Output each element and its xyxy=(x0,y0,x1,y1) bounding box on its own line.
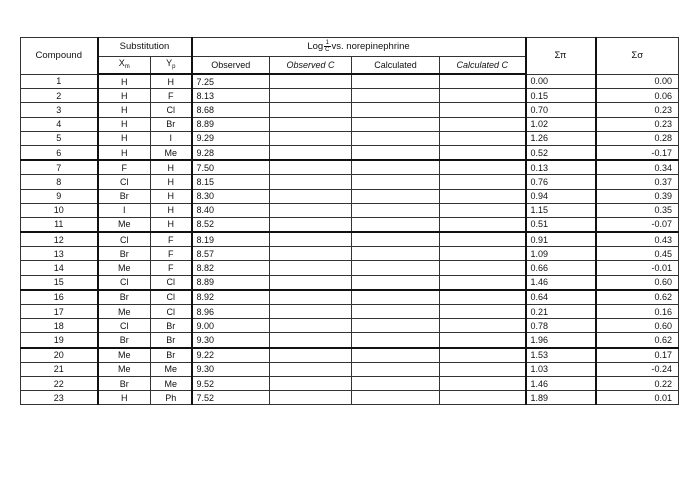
log-norepinephrine-header xyxy=(192,38,526,57)
observed-c-cell xyxy=(270,376,352,390)
calculated-cell xyxy=(352,131,440,145)
sum-pi-cell: 0.76 xyxy=(526,175,596,189)
sum-pi-cell: 0.70 xyxy=(526,103,596,117)
xm-cell: Me xyxy=(98,217,151,232)
yp-cell: Cl xyxy=(151,290,192,305)
sum-pi-cell: 0.66 xyxy=(526,261,596,275)
yp-cell: Cl xyxy=(151,305,192,319)
sum-sigma-cell: 0.23 xyxy=(596,117,679,131)
observed-cell: 9.28 xyxy=(192,145,270,160)
xm-cell: Br xyxy=(98,376,151,390)
calculated-cell xyxy=(352,305,440,319)
calculated-cell xyxy=(352,217,440,232)
observed-cell: 7.52 xyxy=(192,391,270,405)
calculated-cell xyxy=(352,189,440,203)
observed-c-cell xyxy=(270,348,352,363)
sum-sigma-cell: 0.01 xyxy=(596,391,679,405)
table-row xyxy=(21,145,679,160)
calculated-cell xyxy=(352,391,440,405)
yp-cell: Br xyxy=(151,117,192,131)
compound-cell: 4 xyxy=(21,117,98,131)
sum-sigma-cell: 0.16 xyxy=(596,305,679,319)
xm-cell: H xyxy=(98,131,151,145)
compound-cell: 7 xyxy=(21,160,98,175)
yp-cell: F xyxy=(151,261,192,275)
yp-cell: Ph xyxy=(151,391,192,405)
sum-sigma-cell: 0.62 xyxy=(596,333,679,348)
table-row xyxy=(21,232,679,247)
sum-sigma-cell: -0.17 xyxy=(596,145,679,160)
yp-cell: Br xyxy=(151,348,192,363)
observed-c-cell xyxy=(270,103,352,117)
xm-cell: H xyxy=(98,145,151,160)
xm-cell: H xyxy=(98,74,151,89)
observed-c-cell xyxy=(270,305,352,319)
calculated-c-cell xyxy=(440,203,526,217)
table-row xyxy=(21,333,679,348)
data-table xyxy=(20,37,679,405)
observed-cell: 8.89 xyxy=(192,275,270,290)
xm-cell: H xyxy=(98,103,151,117)
yp-cell: Cl xyxy=(151,103,192,117)
observed-cell: 9.22 xyxy=(192,348,270,363)
sum-sigma-cell: -0.24 xyxy=(596,362,679,376)
xm-cell: Me xyxy=(98,261,151,275)
calculated-cell xyxy=(352,145,440,160)
observed-c-cell xyxy=(270,391,352,405)
sum-pi-cell: 0.00 xyxy=(526,74,596,89)
yp-cell: H xyxy=(151,189,192,203)
observed-c-cell xyxy=(270,261,352,275)
sum-pi-cell: 1.03 xyxy=(526,362,596,376)
observed-c-cell xyxy=(270,247,352,261)
observed-cell: 8.92 xyxy=(192,290,270,305)
observed-c-cell xyxy=(270,217,352,232)
table-row xyxy=(21,275,679,290)
observed-c-cell xyxy=(270,145,352,160)
calculated-c-header: Calculated C xyxy=(440,57,526,75)
table-row xyxy=(21,247,679,261)
observed-c-cell xyxy=(270,131,352,145)
yp-header-sub: p xyxy=(172,64,176,70)
table-row xyxy=(21,203,679,217)
calculated-cell xyxy=(352,348,440,363)
compound-cell: 1 xyxy=(21,74,98,89)
calculated-cell xyxy=(352,261,440,275)
xm-cell: Cl xyxy=(98,175,151,189)
sum-pi-header: Σπ xyxy=(526,38,596,75)
xm-cell: H xyxy=(98,89,151,103)
observed-cell: 8.82 xyxy=(192,261,270,275)
calculated-cell xyxy=(352,333,440,348)
sum-pi-cell: 1.02 xyxy=(526,117,596,131)
calculated-c-cell xyxy=(440,89,526,103)
calculated-cell xyxy=(352,362,440,376)
table-row xyxy=(21,160,679,175)
observed-c-cell xyxy=(270,117,352,131)
observed-cell: 9.00 xyxy=(192,319,270,333)
compound-cell: 16 xyxy=(21,290,98,305)
table-row xyxy=(21,89,679,103)
sum-sigma-cell: 0.45 xyxy=(596,247,679,261)
compound-cell: 2 xyxy=(21,89,98,103)
sum-pi-cell: 0.15 xyxy=(526,89,596,103)
compound-cell: 19 xyxy=(21,333,98,348)
calculated-c-cell xyxy=(440,376,526,390)
calculated-c-cell xyxy=(440,319,526,333)
calculated-c-cell xyxy=(440,305,526,319)
compound-cell: 14 xyxy=(21,261,98,275)
calculated-cell xyxy=(352,247,440,261)
yp-cell: Cl xyxy=(151,275,192,290)
observed-cell: 8.89 xyxy=(192,117,270,131)
observed-c-cell xyxy=(270,175,352,189)
compound-cell: 21 xyxy=(21,362,98,376)
sum-sigma-cell: 0.60 xyxy=(596,275,679,290)
observed-c-cell xyxy=(270,74,352,89)
observed-c-header: Observed C xyxy=(270,57,352,75)
observed-cell: 9.29 xyxy=(192,131,270,145)
yp-cell: Me xyxy=(151,145,192,160)
observed-cell: 8.40 xyxy=(192,203,270,217)
yp-cell: Me xyxy=(151,376,192,390)
calculated-cell xyxy=(352,117,440,131)
compound-cell: 6 xyxy=(21,145,98,160)
calculated-cell xyxy=(352,319,440,333)
observed-cell: 9.30 xyxy=(192,333,270,348)
sum-sigma-cell: 0.60 xyxy=(596,319,679,333)
table-row xyxy=(21,362,679,376)
table-row xyxy=(21,376,679,390)
calculated-cell xyxy=(352,160,440,175)
xm-cell: Me xyxy=(98,362,151,376)
sum-pi-cell: 0.94 xyxy=(526,189,596,203)
sum-pi-cell: 0.21 xyxy=(526,305,596,319)
observed-cell: 8.96 xyxy=(192,305,270,319)
calculated-cell xyxy=(352,203,440,217)
compound-cell: 11 xyxy=(21,217,98,232)
calculated-cell xyxy=(352,275,440,290)
sum-pi-cell: 0.91 xyxy=(526,232,596,247)
xm-cell: Br xyxy=(98,247,151,261)
sum-pi-cell: 1.09 xyxy=(526,247,596,261)
sum-sigma-cell: 0.43 xyxy=(596,232,679,247)
sum-sigma-cell: 0.23 xyxy=(596,103,679,117)
calculated-c-cell xyxy=(440,189,526,203)
yp-cell: H xyxy=(151,175,192,189)
yp-header-main: Y xyxy=(166,58,173,68)
calculated-c-cell xyxy=(440,145,526,160)
calculated-c-cell xyxy=(440,261,526,275)
calculated-c-cell xyxy=(440,232,526,247)
calculated-c-cell xyxy=(440,391,526,405)
observed-c-cell xyxy=(270,319,352,333)
calculated-c-cell xyxy=(440,247,526,261)
table-row xyxy=(21,319,679,333)
one-over-c-fraction xyxy=(324,40,330,53)
table-row xyxy=(21,117,679,131)
observed-c-cell xyxy=(270,362,352,376)
calculated-c-cell xyxy=(440,290,526,305)
compound-cell: 17 xyxy=(21,305,98,319)
sum-pi-cell: 1.53 xyxy=(526,348,596,363)
xm-cell: H xyxy=(98,117,151,131)
observed-cell: 7.50 xyxy=(192,160,270,175)
observed-cell: 8.15 xyxy=(192,175,270,189)
sum-pi-cell: 1.26 xyxy=(526,131,596,145)
sum-sigma-cell: 0.06 xyxy=(596,89,679,103)
calculated-cell xyxy=(352,376,440,390)
calculated-c-cell xyxy=(440,160,526,175)
sum-sigma-cell: 0.62 xyxy=(596,290,679,305)
observed-cell: 8.13 xyxy=(192,89,270,103)
table-row xyxy=(21,290,679,305)
observed-cell: 8.52 xyxy=(192,217,270,232)
xm-cell: Me xyxy=(98,305,151,319)
compound-cell: 23 xyxy=(21,391,98,405)
xm-header-main: X xyxy=(118,58,125,68)
observed-c-cell xyxy=(270,189,352,203)
sum-sigma-cell: 0.39 xyxy=(596,189,679,203)
table-row xyxy=(21,261,679,275)
calculated-cell xyxy=(352,175,440,189)
observed-cell: 8.68 xyxy=(192,103,270,117)
sum-sigma-cell: -0.07 xyxy=(596,217,679,232)
calculated-c-cell xyxy=(440,117,526,131)
sum-sigma-cell: 0.00 xyxy=(596,74,679,89)
xm-cell: F xyxy=(98,160,151,175)
yp-header xyxy=(151,57,192,75)
xm-cell: Br xyxy=(98,333,151,348)
observed-c-cell xyxy=(270,275,352,290)
calculated-c-cell xyxy=(440,333,526,348)
sum-pi-cell: 0.52 xyxy=(526,145,596,160)
compound-cell: 5 xyxy=(21,131,98,145)
table-row xyxy=(21,189,679,203)
sum-pi-cell: 0.78 xyxy=(526,319,596,333)
sum-sigma-cell: 0.34 xyxy=(596,160,679,175)
calculated-header: Calculated xyxy=(352,57,440,75)
compound-cell: 13 xyxy=(21,247,98,261)
calculated-c-cell xyxy=(440,275,526,290)
calculated-cell xyxy=(352,232,440,247)
yp-cell: I xyxy=(151,131,192,145)
observed-c-cell xyxy=(270,160,352,175)
xm-cell: Br xyxy=(98,189,151,203)
header-row-1 xyxy=(21,38,679,57)
xm-cell: Cl xyxy=(98,275,151,290)
log-prefix: Log xyxy=(307,41,324,53)
observed-cell: 7.25 xyxy=(192,74,270,89)
xm-cell: Cl xyxy=(98,319,151,333)
compound-header: Compound xyxy=(21,38,98,75)
compound-cell: 15 xyxy=(21,275,98,290)
table-row xyxy=(21,305,679,319)
compound-cell: 22 xyxy=(21,376,98,390)
yp-cell: Me xyxy=(151,362,192,376)
calculated-c-cell xyxy=(440,348,526,363)
sum-sigma-cell: 0.17 xyxy=(596,348,679,363)
xm-cell: I xyxy=(98,203,151,217)
table-body xyxy=(21,74,679,405)
observed-cell: 8.57 xyxy=(192,247,270,261)
calculated-cell xyxy=(352,74,440,89)
sum-pi-cell: 1.89 xyxy=(526,391,596,405)
yp-cell: F xyxy=(151,247,192,261)
sum-pi-cell: 1.46 xyxy=(526,376,596,390)
calculated-c-cell xyxy=(440,131,526,145)
log-suffix: vs. norepinephrine xyxy=(331,41,410,53)
sum-pi-cell: 0.13 xyxy=(526,160,596,175)
observed-c-cell xyxy=(270,290,352,305)
compound-cell: 18 xyxy=(21,319,98,333)
sum-sigma-cell: 0.37 xyxy=(596,175,679,189)
yp-cell: H xyxy=(151,217,192,232)
table-row xyxy=(21,348,679,363)
compound-cell: 12 xyxy=(21,232,98,247)
fraction-numerator: 1 xyxy=(325,40,330,47)
table-row xyxy=(21,131,679,145)
observed-cell: 9.52 xyxy=(192,376,270,390)
sum-sigma-header: Σσ xyxy=(596,38,679,75)
yp-cell: F xyxy=(151,89,192,103)
yp-cell: H xyxy=(151,160,192,175)
observed-c-cell xyxy=(270,203,352,217)
xm-cell: Me xyxy=(98,348,151,363)
table-row xyxy=(21,217,679,232)
table-row xyxy=(21,74,679,89)
compound-cell: 20 xyxy=(21,348,98,363)
observed-cell: 8.19 xyxy=(192,232,270,247)
sum-sigma-cell: 0.28 xyxy=(596,131,679,145)
calculated-c-cell xyxy=(440,362,526,376)
calculated-cell xyxy=(352,89,440,103)
xm-header xyxy=(98,57,151,75)
sum-pi-cell: 0.51 xyxy=(526,217,596,232)
yp-cell: Br xyxy=(151,333,192,348)
yp-cell: F xyxy=(151,232,192,247)
calculated-c-cell xyxy=(440,74,526,89)
observed-c-cell xyxy=(270,333,352,348)
yp-cell: Br xyxy=(151,319,192,333)
yp-cell: H xyxy=(151,203,192,217)
compound-cell: 10 xyxy=(21,203,98,217)
compound-cell: 9 xyxy=(21,189,98,203)
compound-cell: 8 xyxy=(21,175,98,189)
observed-header: Observed xyxy=(192,57,270,75)
calculated-c-cell xyxy=(440,175,526,189)
fraction-denominator: C xyxy=(325,47,330,54)
compound-cell: 3 xyxy=(21,103,98,117)
sum-sigma-cell: -0.01 xyxy=(596,261,679,275)
sum-pi-cell: 1.46 xyxy=(526,275,596,290)
sum-pi-cell: 0.64 xyxy=(526,290,596,305)
observed-c-cell xyxy=(270,232,352,247)
table-row xyxy=(21,175,679,189)
sum-pi-cell: 1.96 xyxy=(526,333,596,348)
calculated-c-cell xyxy=(440,103,526,117)
xm-cell: Br xyxy=(98,290,151,305)
yp-cell: H xyxy=(151,74,192,89)
observed-c-cell xyxy=(270,89,352,103)
observed-cell: 8.30 xyxy=(192,189,270,203)
observed-cell: 9.30 xyxy=(192,362,270,376)
xm-cell: Cl xyxy=(98,232,151,247)
sum-pi-cell: 1.15 xyxy=(526,203,596,217)
calculated-cell xyxy=(352,103,440,117)
table-row xyxy=(21,103,679,117)
table-row xyxy=(21,391,679,405)
xm-cell: H xyxy=(98,391,151,405)
substitution-header: Substitution xyxy=(98,38,192,57)
xm-header-sub: m xyxy=(124,64,130,70)
calculated-c-cell xyxy=(440,217,526,232)
calculated-cell xyxy=(352,290,440,305)
sum-sigma-cell: 0.22 xyxy=(596,376,679,390)
sum-sigma-cell: 0.35 xyxy=(596,203,679,217)
